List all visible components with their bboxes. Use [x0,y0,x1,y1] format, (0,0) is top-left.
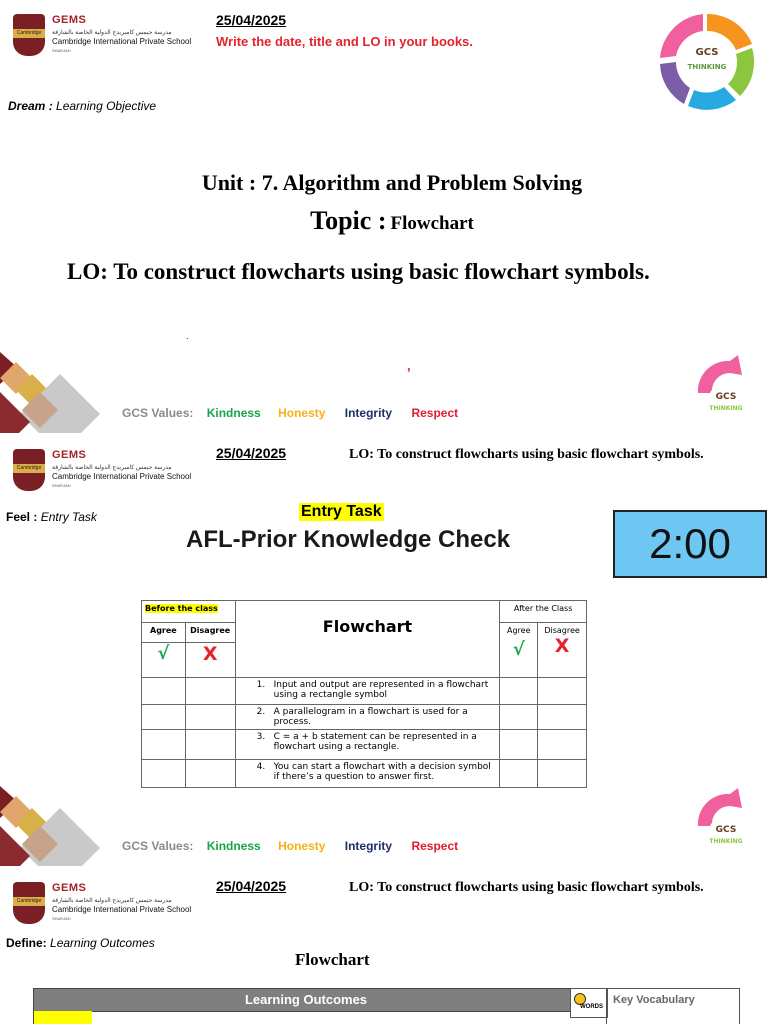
topic-value: Flowchart [390,213,474,234]
flowchart-title: Flowchart [295,950,370,969]
school-crest-icon [13,14,45,56]
before-disagree-header: Disagree [185,623,235,643]
school-crest-icon [13,882,45,924]
before-agree-header: Agree [142,623,186,643]
gems-logo-text: GEMS [52,882,87,894]
value-kindness: Kindness [206,839,261,853]
values-label: GCS Values: [122,406,194,420]
learning-objective: LO: To construct flowcharts using basic flowchart symbols. [349,880,704,895]
before-agree-tick-cell [142,643,186,678]
flowchart-header: Flowchart [322,617,413,636]
mini-logo-text-top: GCS [715,392,737,402]
decor-diamonds-icon [0,786,110,866]
crest-label: Cambridge [16,465,42,471]
school-city: SHARJAH [52,48,71,53]
dream-line [8,99,156,113]
instruction-text: Write the date, title and LO in your books. [216,34,473,49]
feel-label: Feel : [6,510,38,524]
before-disagree-cross-cell [185,643,235,678]
statement-number: 4. [256,762,266,772]
slide-2 [0,433,768,866]
table-row [142,678,587,705]
topic-label: Topic : [310,206,387,235]
before-class-header: Before the class [145,604,218,613]
define-value: Learning Outcomes [50,936,155,950]
school-city: SHARJAH [52,916,71,921]
slide-3 [0,866,768,1024]
before-agree-tick-icon: √ [157,643,170,664]
feel-value: Entry Task [40,510,97,524]
table-row [142,730,587,760]
stray-comma: , [407,358,411,373]
logo-text-top: GCS [695,47,719,58]
answer-cell[interactable] [538,760,587,788]
gems-logo-text: GEMS [52,449,87,461]
answer-cell[interactable] [185,678,235,705]
statement-text: You can start a flowchart with a decision symbol if there’s a question to answer first. [273,762,491,782]
gcs-values-row [122,406,458,420]
statement-text: A parallelogram in a flowchart is used for a process. [273,707,468,727]
gcs-values-row [122,839,458,853]
after-disagree-cross-icon: X [554,635,570,657]
outcome-highlight-cell [33,1011,92,1024]
value-kindness: Kindness [206,406,261,420]
school-crest-icon [13,449,45,491]
school-arabic-name: مدرسة جيمس كامبريدج الدولية الخاصة بالشارقة [52,898,172,904]
define-label: Define: [6,936,47,950]
date: 25/04/2025 [216,12,287,28]
dream-value: Learning Objective [56,99,157,113]
statement-cell [235,760,500,788]
statement-number: 3. [256,732,266,742]
unit-title: Unit : 7. Algorithm and Problem Solving [201,170,583,195]
answer-cell[interactable] [185,760,235,788]
values-label: GCS Values: [122,839,194,853]
table-row [142,760,587,788]
logo-text-bottom: THINKING [687,63,727,71]
crest-label: Cambridge [16,30,42,36]
date: 25/04/2025 [216,878,287,894]
answer-cell[interactable] [142,705,186,730]
answer-cell[interactable] [142,730,186,760]
answer-cell[interactable] [500,705,538,730]
value-honesty: Honesty [278,839,326,853]
school-city: SHARJAH [52,483,71,488]
statement-number: 1. [256,680,266,690]
afl-heading: AFL-Prior Knowledge Check [186,526,511,553]
value-integrity: Integrity [344,406,393,420]
after-agree-header: Agree [506,626,531,635]
afl-table [141,600,587,788]
answer-cell[interactable] [500,730,538,760]
key-words-label: WORDS [580,1004,603,1010]
learning-objective: LO: To construct flowcharts using basic flowchart symbols. [67,259,650,284]
define-line [6,936,155,950]
table-row [142,705,587,730]
school-name: Cambridge International Private School [52,905,192,914]
value-integrity: Integrity [344,839,393,853]
after-class-header: After the Class [500,601,587,623]
dream-label: Dream : [8,99,53,113]
gcs-mini-logo-icon [690,353,762,425]
after-agree-tick-icon: √ [512,639,525,660]
decor-diamonds-icon [0,352,110,433]
gcs-thinking-logo-icon [648,6,766,118]
value-honesty: Honesty [278,406,326,420]
key-words-box [570,988,608,1018]
learning-objective: LO: To construct flowcharts using basic flowchart symbols. [349,447,704,462]
entry-task-label: Entry Task [301,503,382,520]
learning-outcomes-header: Learning Outcomes [33,988,579,1012]
answer-cell[interactable] [185,730,235,760]
school-arabic-name: مدرسة جيمس كامبريدج الدولية الخاصة بالشارقة [52,465,172,471]
crest-label: Cambridge [16,898,42,904]
mini-logo-text-top: GCS [715,825,737,835]
flowchart-header-cell [235,601,500,678]
answer-cell[interactable] [500,760,538,788]
key-vocabulary-header: Key Vocabulary [606,988,740,1024]
statement-text: C = a + b statement can be represented in a flowchart using a rectangle. [273,732,477,752]
answer-cell[interactable] [142,760,186,788]
value-respect: Respect [411,406,459,420]
answer-cell[interactable] [538,730,587,760]
answer-cell[interactable] [500,678,538,705]
school-arabic-name: مدرسة جيمس كامبريدج الدولية الخاصة بالشارقة [52,30,172,36]
statement-number: 2. [256,707,266,717]
before-disagree-cross-icon: X [202,643,218,665]
mini-logo-text-bottom: THINKING [709,838,743,845]
statement-cell [235,730,500,760]
school-name: Cambridge International Private School [52,472,192,481]
after-agree-header-cell [500,623,538,678]
value-respect: Respect [411,839,459,853]
slide-1 [0,0,768,433]
statement-text: Input and output are represented in a flowchart using a rectangle symbol [273,680,489,700]
topic-line [0,206,768,236]
answer-cell[interactable] [538,705,587,730]
mini-logo-text-bottom: THINKING [709,405,743,412]
after-disagree-header: Disagree [544,626,580,635]
gcs-mini-logo-icon [690,786,762,858]
gems-logo-text: GEMS [52,14,87,26]
statement-cell [235,678,500,705]
feel-line [6,510,97,524]
school-name: Cambridge International Private School [52,37,192,46]
answer-cell[interactable] [185,705,235,730]
after-disagree-header-cell [538,623,587,678]
stray-dot: . [186,331,189,341]
before-class-header-cell [142,601,236,623]
date: 25/04/2025 [216,445,287,461]
countdown-timer: 2:00 [613,510,767,578]
answer-cell[interactable] [538,678,587,705]
statement-cell [235,705,500,730]
answer-cell[interactable] [142,678,186,705]
